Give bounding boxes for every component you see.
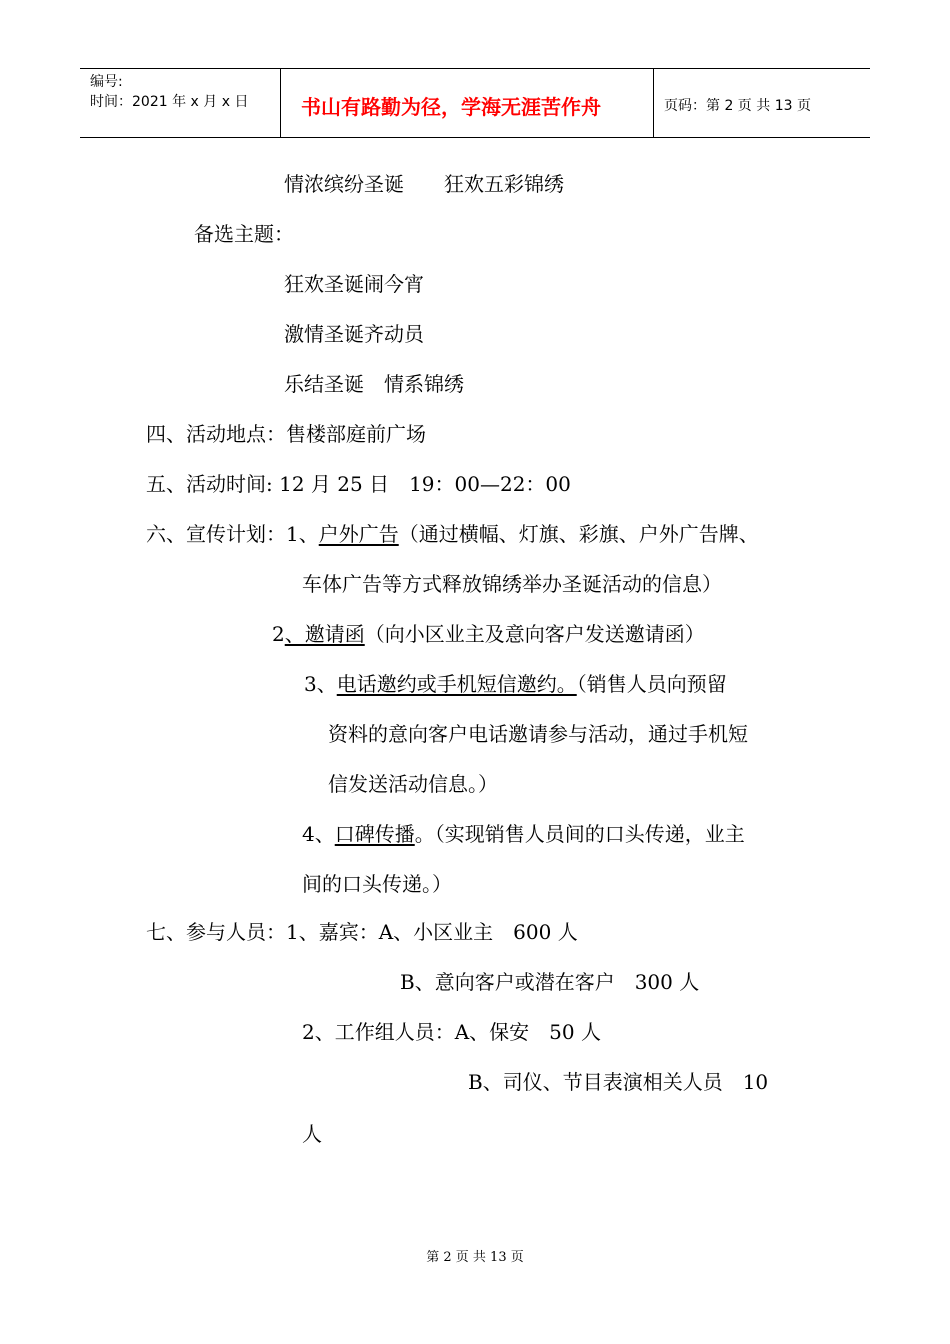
header-meta	[80, 69, 281, 137]
publicity-item2-num: 2	[272, 622, 285, 646]
alt-theme-2: 激情圣诞齐动员	[284, 322, 424, 346]
publicity-item4	[302, 821, 745, 847]
number-label: 编号:	[90, 74, 123, 90]
publicity-item1-desc: （通过横幅、灯旗、彩旗、户外广告牌、	[398, 522, 759, 546]
header-page-cell	[654, 69, 870, 137]
publicity-item3-title: 电话邀约或手机短信邀约。	[336, 672, 577, 696]
motto: 书山有路勤为径，学海无涯苦作舟	[301, 95, 601, 119]
page-info: 页码：第 2 页 共 13 页	[664, 98, 811, 114]
publicity-prefix: 六、宣传计划：1、	[146, 522, 319, 546]
page-footer: 第 2 页 共 13 页	[426, 1250, 524, 1265]
section-location: 四、活动地点：售楼部庭前广场	[146, 422, 426, 446]
alt-theme-3: 乐结圣诞 情系锦绣	[284, 372, 464, 396]
section-publicity	[146, 521, 759, 547]
publicity-item2-title: 、邀请函	[284, 622, 365, 646]
participants-staff: 2、工作组人员：A、保安 50 人	[302, 1020, 601, 1044]
publicity-item3	[304, 671, 727, 697]
publicity-item3-cont1: 资料的意向客户电话邀请参与活动，通过手机短	[328, 722, 748, 746]
publicity-item3-num: 3、	[304, 672, 337, 696]
publicity-item4-title: 口碑传播	[334, 822, 415, 846]
theme-line: 情浓缤纷圣诞 狂欢五彩锦绣	[284, 172, 564, 196]
publicity-item4-desc: 。（实现销售人员间的口头传递，业主	[414, 822, 745, 846]
time-label: 时间：2021 年 x 月 x 日	[90, 94, 249, 110]
publicity-item4-cont: 间的口头传递。）	[302, 872, 452, 896]
page-header	[80, 68, 870, 138]
publicity-item1-cont: 车体广告等方式释放锦绣举办圣诞活动的信息）	[302, 572, 722, 596]
alt-title: 备选主题：	[194, 222, 294, 246]
section-time: 五、活动时间: 12 月 25 日 19：00—22：00	[146, 472, 571, 496]
header-motto-cell	[281, 69, 654, 137]
participants-guests-b: B、意向客户或潜在客户 300 人	[400, 970, 700, 994]
alt-theme-1: 狂欢圣诞闹今宵	[284, 272, 424, 296]
section-participants: 七、参与人员：1、嘉宾：A、小区业主 600 人	[146, 920, 578, 944]
publicity-item1-title: 户外广告	[318, 522, 399, 546]
publicity-item3-desc: （销售人员向预留	[576, 672, 727, 696]
publicity-item2-desc: （向小区业主及意向客户发送邀请函）	[364, 622, 705, 646]
publicity-item3-cont2: 信发送活动信息。）	[328, 772, 498, 796]
publicity-item4-num: 4、	[302, 822, 335, 846]
participants-staff-b-cont: 人	[302, 1122, 322, 1146]
participants-staff-b: B、司仪、节目表演相关人员 10	[468, 1070, 769, 1094]
publicity-item2	[272, 621, 705, 647]
